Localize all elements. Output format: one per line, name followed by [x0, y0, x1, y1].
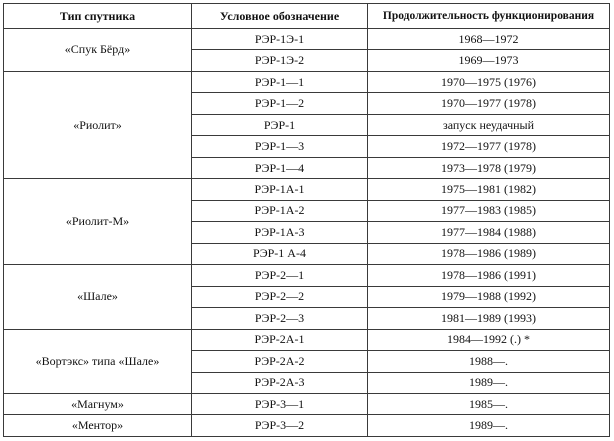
duration-cell: 1969—1973 — [368, 50, 610, 71]
designation-cell: РЭР-1—4 — [192, 157, 368, 178]
duration-cell: 1979—1988 (1992) — [368, 286, 610, 307]
duration-cell: 1989—. — [368, 415, 610, 437]
header-duration: Продолжительность функционирования — [368, 4, 610, 29]
duration-cell: 1977—1983 (1985) — [368, 200, 610, 221]
designation-cell: РЭР-1—3 — [192, 136, 368, 157]
duration-cell: 1989—. — [368, 372, 610, 393]
designation-cell: РЭР-1Э-1 — [192, 29, 368, 50]
duration-cell: 1972—1977 (1978) — [368, 136, 610, 157]
designation-cell: РЭР-1А-1 — [192, 179, 368, 200]
satellite-type-cell: «Вортэкс» типа «Шале» — [4, 329, 192, 393]
duration-cell: 1977—1984 (1988) — [368, 222, 610, 243]
duration-cell: 1970—1975 (1976) — [368, 71, 610, 92]
satellite-type-cell: «Спук Бёрд» — [4, 29, 192, 72]
satellite-type-cell: «Риолит» — [4, 71, 192, 178]
designation-cell: РЭР-1Э-2 — [192, 50, 368, 71]
designation-cell: РЭР-1А-3 — [192, 222, 368, 243]
duration-cell: 1970—1977 (1978) — [368, 93, 610, 114]
satellite-type-cell: «Магнум» — [4, 393, 192, 414]
table-row — [4, 29, 610, 50]
header-designation: Условное обозначение — [192, 4, 368, 29]
designation-cell: РЭР-2А-1 — [192, 329, 368, 350]
table-row — [4, 393, 610, 414]
header-satellite-type: Тип спутника — [4, 4, 192, 29]
duration-cell: 1978—1986 (1991) — [368, 265, 610, 286]
satellite-type-cell: «Ментор» — [4, 415, 192, 437]
duration-cell: 1988—. — [368, 351, 610, 372]
duration-cell: 1985—. — [368, 393, 610, 414]
designation-cell: РЭР-2—2 — [192, 286, 368, 307]
satellite-type-cell: «Шале» — [4, 265, 192, 329]
table-row — [4, 415, 610, 437]
table-row — [4, 265, 610, 286]
satellite-type-cell: «Риолит-М» — [4, 179, 192, 265]
duration-cell: 1984—1992 (.) * — [368, 329, 610, 350]
table-body — [4, 29, 610, 437]
header-row — [4, 4, 610, 29]
designation-cell: РЭР-2—1 — [192, 265, 368, 286]
designation-cell: РЭР-3—2 — [192, 415, 368, 437]
designation-cell: РЭР-2А-3 — [192, 372, 368, 393]
designation-cell: РЭР-1 А-4 — [192, 243, 368, 264]
designation-cell: РЭР-1А-2 — [192, 200, 368, 221]
duration-cell: 1968—1972 — [368, 29, 610, 50]
designation-cell: РЭР-1 — [192, 114, 368, 135]
duration-cell: 1978—1986 (1989) — [368, 243, 610, 264]
table-row — [4, 329, 610, 350]
duration-cell: 1973—1978 (1979) — [368, 157, 610, 178]
satellite-table — [3, 3, 610, 437]
duration-cell: 1981—1989 (1993) — [368, 308, 610, 329]
designation-cell: РЭР-2А-2 — [192, 351, 368, 372]
table-row — [4, 71, 610, 92]
duration-cell: запуск неудачный — [368, 114, 610, 135]
designation-cell: РЭР-2—3 — [192, 308, 368, 329]
designation-cell: РЭР-1—1 — [192, 71, 368, 92]
table-row — [4, 179, 610, 200]
duration-cell: 1975—1981 (1982) — [368, 179, 610, 200]
designation-cell: РЭР-1—2 — [192, 93, 368, 114]
designation-cell: РЭР-3—1 — [192, 393, 368, 414]
